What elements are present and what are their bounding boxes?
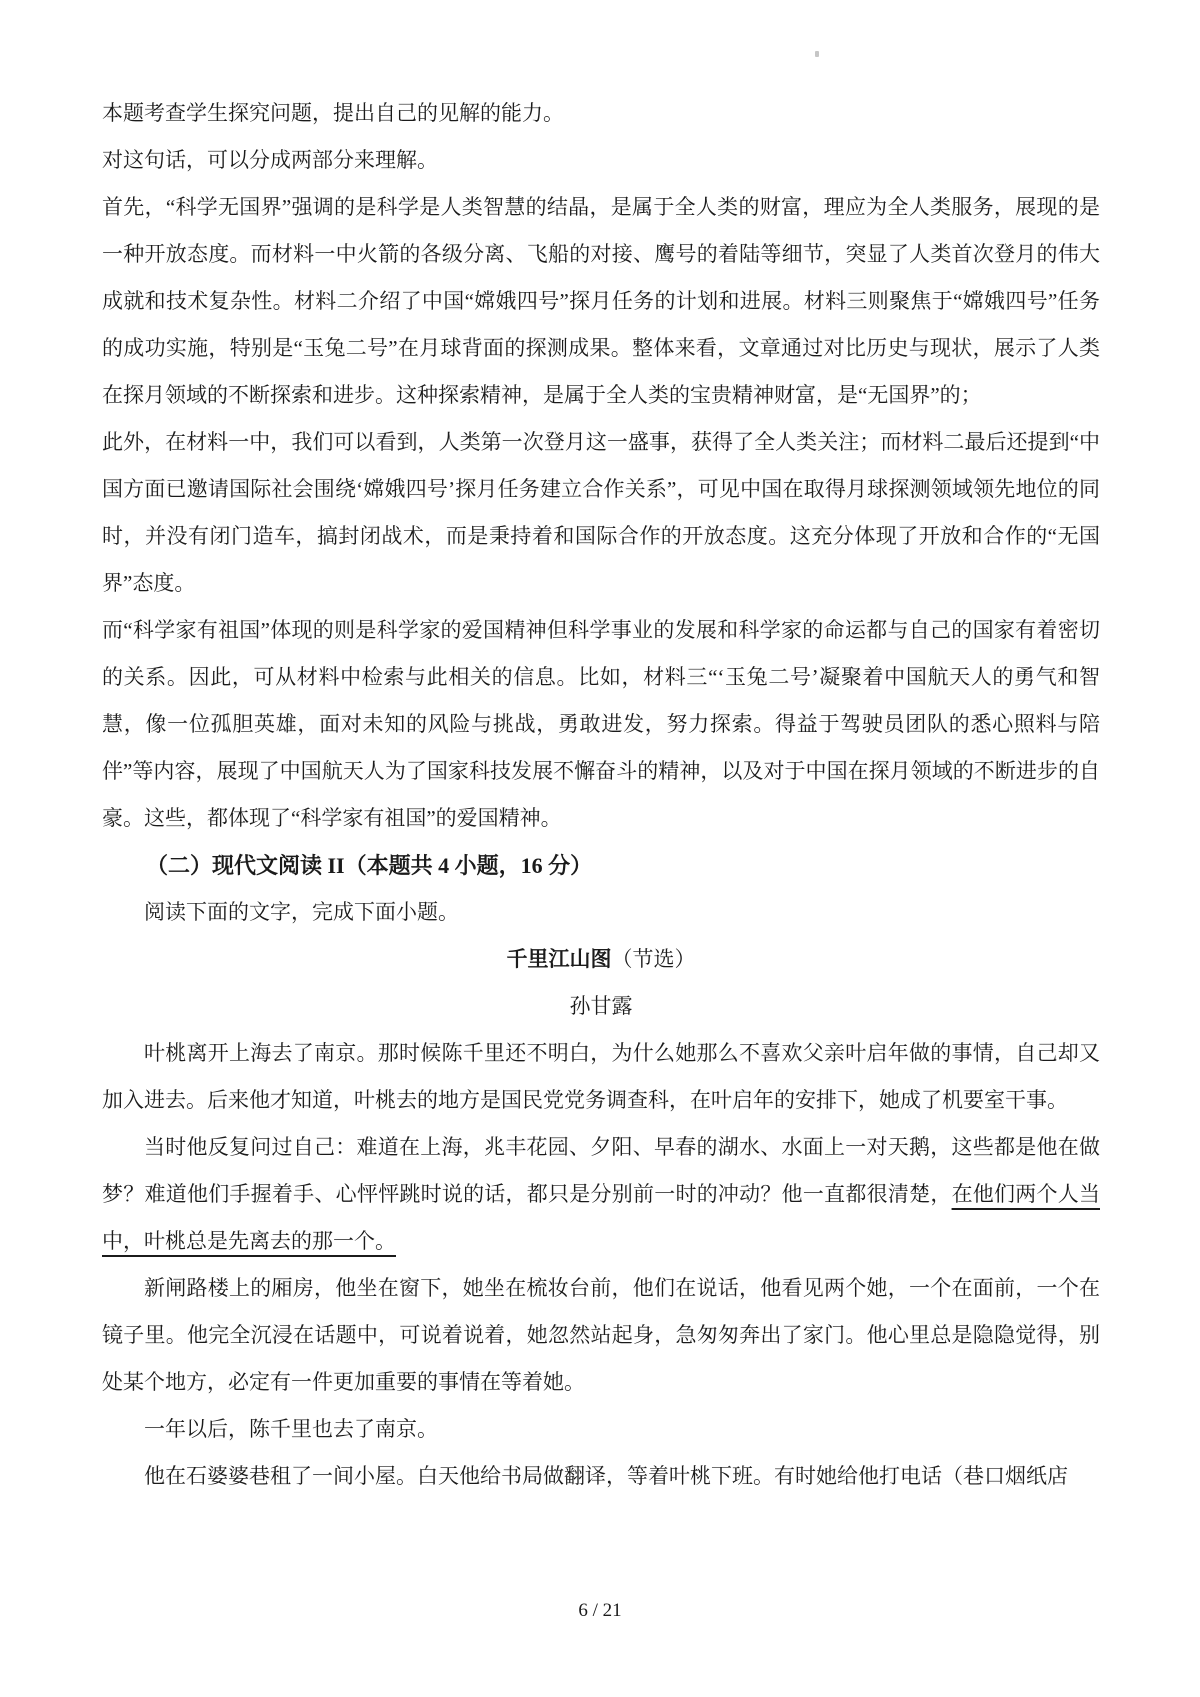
- reading-title: 千里江山图: [506, 947, 612, 971]
- reading-title-line: [102, 936, 1100, 983]
- page-content: [102, 90, 1100, 1500]
- answer-paragraph-scientist-motherland: 而“科学家有祖国”体现的则是科学家的爱国精神但科学事业的发展和科学家的命运都与自己的国家有着密切的关系。因此，可从材料中检索与此相关的信息。比如，材料三“‘玉兔二号’凝聚着中国航天人的勇气和智慧，像一位孤胆英雄，面对未知的风险与挑战，勇敢进发，努力探索。得益于驾驶员团队的悉心照料与陪伴”等内容，展现了中国航天人为了国家科技发展不懈奋斗的精神，以及对于中国在探月领域的不断进步的自豪。这些，都体现了“科学家有祖国”的爱国精神。: [102, 618, 1100, 830]
- story-paragraph-mirror: 新闸路楼上的厢房，他坐在窗下，她坐在梳妆台前，他们在说话，他看见两个她，一个在面前，一个在镜子里。他完全沉浸在话题中，可说着说着，她忽然站起身，急匆匆奔出了家门。他心里总是隐隐觉得，别处某个地方，必定有一件更加重要的事情在等着她。: [102, 1276, 1100, 1394]
- section-heading-modern-reading-ii: （二）现代文阅读 II（本题共 4 小题，16 分）: [146, 853, 593, 878]
- page-number: 6 / 21: [578, 1600, 622, 1621]
- answer-paragraph-two-parts: 对这句话，可以分成两部分来理解。: [102, 148, 438, 172]
- reading-author: 孙甘露: [569, 994, 633, 1018]
- story-paragraph-shipopo-lane: 他在石婆婆巷租了一间小屋。白天他给书局做翻译，等着叶桃下班。有时她给他打电话（巷口烟纸店: [144, 1464, 1068, 1488]
- story-paragraph-one-year-later: 一年以后，陈千里也去了南京。: [144, 1417, 438, 1441]
- story-paragraph-questions-text: 当时他反复问过自己：难道在上海，兆丰花园、夕阳、早春的湖水、水面上一对天鹅，这些都是他在做梦？难道他们手握着手、心怦怦跳时说的话，都只是分别前一时的冲动？他一直都很清楚，: [102, 1135, 1100, 1206]
- reading-title-suffix: （节选）: [611, 947, 696, 971]
- answer-paragraph-cooperation: 此外，在材料一中，我们可以看到，人类第一次登月这一盛事，获得了全人类关注；而材料二最后还提到“中国方面已邀请国际社会围绕‘嫦娥四号’探月任务建立合作关系”，可见中国在取得月球探测领域领先地位的同时，并没有闭门造车，搞封闭战术，而是秉持着和国际合作的开放态度。这充分体现了开放和合作的“无国界”态度。: [102, 430, 1100, 595]
- answer-paragraph-ability: 本题考查学生探究问题，提出自己的见解的能力。: [102, 101, 564, 125]
- scan-speck: [815, 51, 819, 57]
- story-paragraph-yetao-leaves: 叶桃离开上海去了南京。那时候陈千里还不明白，为什么她那么不喜欢父亲叶启年做的事情，自己却又加入进去。后来他才知道，叶桃去的地方是国民党党务调查科，在叶启年的安排下，她成了机要室干事。: [102, 1041, 1100, 1112]
- reading-instruction: 阅读下面的文字，完成下面小题。: [144, 900, 459, 924]
- answer-paragraph-science-no-borders: 首先，“科学无国界”强调的是科学是人类智慧的结晶，是属于全人类的财富，理应为全人类服务，展现的是一种开放态度。而材料一中火箭的各级分离、飞船的对接、鹰号的着陆等细节，突显了人类首次登月的伟大成就和技术复杂性。材料二介绍了中国“嫦娥四号”探月任务的计划和进展。材料三则聚焦于“嫦娥四号”任务的成功实施，特别是“玉兔二号”在月球背面的探测成果。整体来看，文章通过对比历史与现状，展示了人类在探月领域的不断探索和进步。这种探索精神，是属于全人类的宝贵精神财富，是“无国界”的；: [102, 195, 1100, 407]
- story-paragraph-questions: [102, 1124, 1100, 1265]
- underlined-sentence: 在他们两个人当中，叶桃总是先离去的那一个。: [102, 1182, 1100, 1253]
